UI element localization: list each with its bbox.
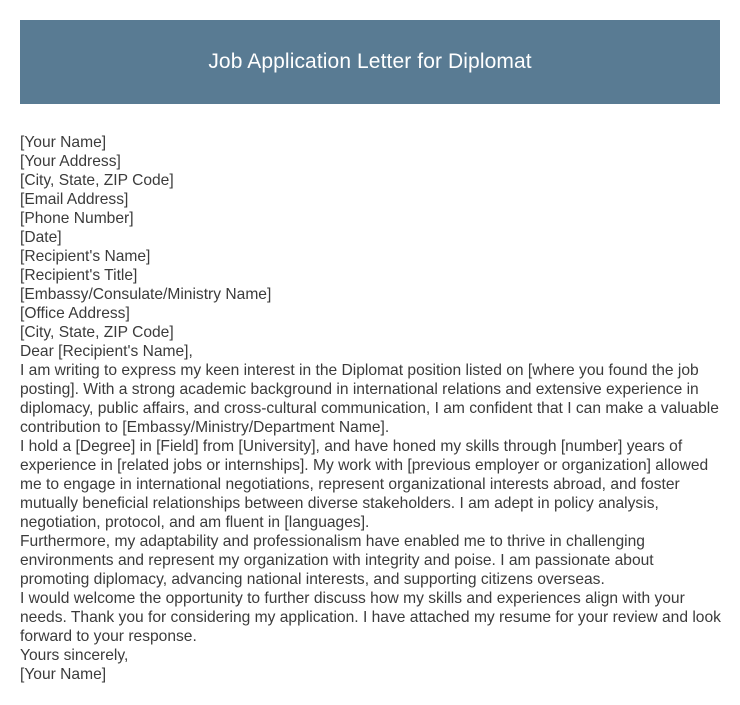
paragraph-intro: I am writing to express my keen interest in the Diplomat position listed on [where you found the job posting]. With a strong academic background in international relations and extensive experience in diplomacy, public affairs, and cross-cultural communication, I am confident that I can make a valuable contribution to [Embassy/Ministry/Department Name].	[20, 362, 719, 436]
sender-name: [Your Name]	[20, 134, 107, 151]
letter-body	[20, 133, 725, 684]
page-title: Job Application Letter for Diplomat	[208, 50, 532, 73]
paragraph-experience: I hold a [Degree] in [Field] from [University], and have honed my skills through [number] years of experience in [related jobs or internships]. My work with [previous employer or organization] allowed me to engage in international negotiations, represent organizational interests abroad, and foster mutually beneficial relationships between diverse stakeholders. I am adept in policy analysis, negotiation, protocol, and am fluent in [languages].	[20, 438, 709, 531]
sender-city-state-zip: [City, State, ZIP Code]	[20, 172, 174, 189]
paragraph-closing: I would welcome the opportunity to further discuss how my skills and experiences align with your needs. Thank you for considering my application. I have attached my resume for your review and look forward to your response.	[20, 590, 721, 645]
recipient-title: [Recipient's Title]	[20, 267, 138, 284]
sender-address: [Your Address]	[20, 153, 121, 170]
signature: [Your Name]	[20, 666, 107, 683]
closing: Yours sincerely,	[20, 647, 129, 664]
salutation: Dear [Recipient's Name],	[20, 343, 193, 360]
recipient-address: [Office Address]	[20, 305, 130, 322]
recipient-name: [Recipient's Name]	[20, 248, 151, 265]
letter-date: [Date]	[20, 229, 62, 246]
paragraph-qualities: Furthermore, my adaptability and professionalism have enabled me to thrive in challenging environments and represent my organization with integrity and poise. I am passionate about promoting diplomacy, advancing national interests, and supporting citizens overseas.	[20, 533, 654, 588]
sender-phone: [Phone Number]	[20, 210, 134, 227]
recipient-organization: [Embassy/Consulate/Ministry Name]	[20, 286, 272, 303]
title-banner	[20, 20, 720, 104]
recipient-city-state-zip: [City, State, ZIP Code]	[20, 324, 174, 341]
sender-email: [Email Address]	[20, 191, 129, 208]
